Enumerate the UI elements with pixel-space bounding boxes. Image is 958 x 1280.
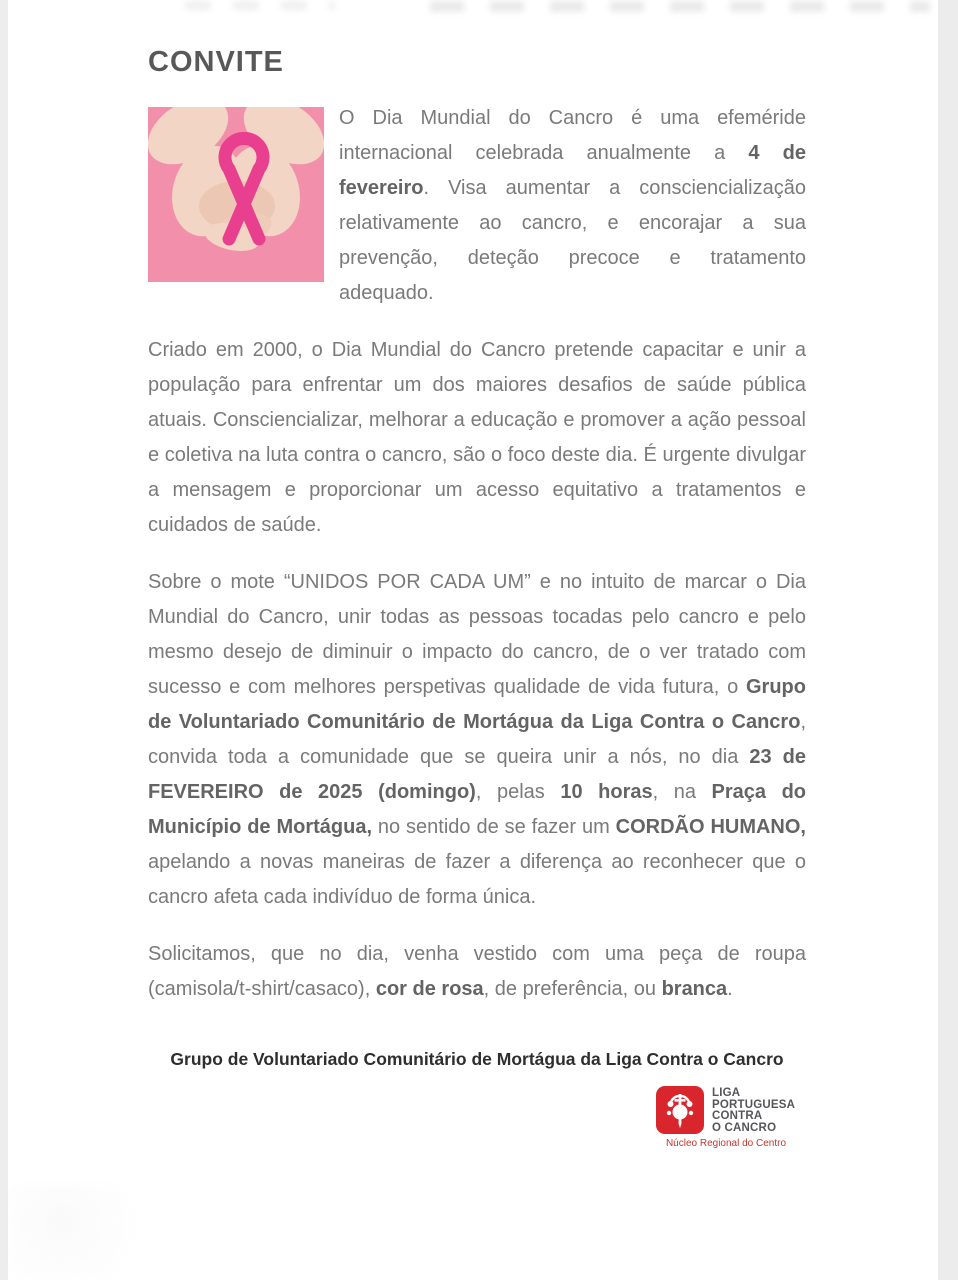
signature-line: Grupo de Voluntariado Comunitário de Mortágua da Liga Contra o Cancro xyxy=(170,1049,784,1069)
paragraph-dress-code: Solicitamos, que no dia, venha vestido com uma peça de roupa (camisola/t-shirt/casaco), cor de rosa, de preferência, ou branca. xyxy=(148,943,806,1000)
bleed-through-artifact xyxy=(185,1,335,10)
paragraph-world-cancer-day: O Dia Mundial do Cancro é uma efeméride internacional celebrada anualmente a 4 de fevereiro. Visa aumentar a consciencialização relativamente ao cancro, e encorajar a sua prevenção, deteção precoce e tratamento adequado. xyxy=(339,107,806,304)
paragraph-created-2000: Criado em 2000, o Dia Mundial do Cancro pretende capacitar e unir a população para enfrentar um dos maiores desafios de saúde pública atuais. Consciencializar, melhorar a educação e promover a ação pessoal e coletiva na luta contra o cancro, são o foco deste dia. É urgente divulgar a mensagem e proporcionar um acesso equitativo a tratamentos e cuidados de saúde. xyxy=(148,339,806,536)
liga-logo xyxy=(656,1086,796,1149)
logo-region-subtitle: Núcleo Regional do Centro xyxy=(665,1138,787,1149)
logo-line: PORTUGUESA xyxy=(712,1098,796,1111)
liga-logo-wordmark xyxy=(712,1086,795,1134)
paragraph-invitation-details: Sobre o mote “UNIDOS POR CADA UM” e no intuito de marcar o Dia Mundial do Cancro, unir todas as pessoas tocadas pelo cancro e pelo mesmo desejo de diminuir o impacto do cancro, de o ver tratado com sucesso e com melhores perspetivas qualidade de vida futura, o Grupo de Voluntariado Comunitário de Mortágua da Liga Contra o Cancro, convida toda a comunidade que se queira unir a nós, no dia 23 de FEVEREIRO de 2025 (domingo), pelas 10 horas, na Praça do Município de Mortágua, no sentido de se fazer um CORDÃO HUMANO, apelando a novas maneiras de fazer a diferença ao reconhecer que o cancro afeta cada indivíduo de forma única. xyxy=(148,571,807,908)
logo-line: CONTRA xyxy=(712,1110,763,1122)
crab-sword-emblem-icon xyxy=(663,1092,697,1128)
scan-edge-right xyxy=(938,0,958,1280)
liga-logo-icon xyxy=(656,1086,704,1134)
scan-edge-left xyxy=(0,0,8,1280)
bleed-through-artifact xyxy=(430,1,930,12)
document-body xyxy=(148,101,806,1007)
hands-ribbon-illustration xyxy=(148,107,324,282)
pink-ribbon-photo xyxy=(148,107,324,282)
scan-shadow-artifact xyxy=(8,1185,188,1280)
logo-line: LIGA xyxy=(712,1087,741,1099)
logo-line: O CANCRO xyxy=(712,1121,777,1134)
document-title: CONVITE xyxy=(148,46,284,78)
